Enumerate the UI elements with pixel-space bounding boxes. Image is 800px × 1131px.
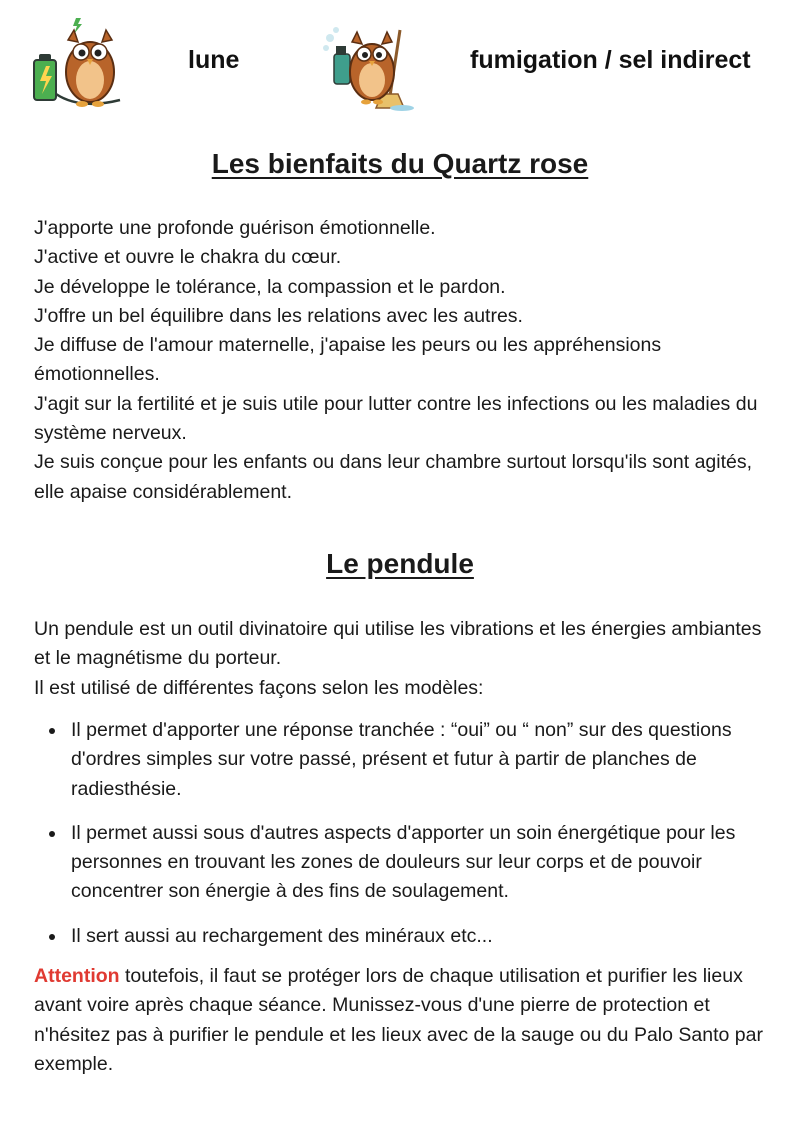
attention-word: Attention (34, 965, 120, 987)
list-item: Il sert aussi au rechargement des minéraux etc... (34, 922, 774, 951)
pendule-intro-line: Un pendule est un outil divinatoire qui utilise les vibrations et les énergies ambiantes et le magnétisme du porteur. (34, 618, 762, 670)
header-left-label: lune (188, 46, 240, 74)
owl-cleaning-spray-icon (322, 22, 418, 112)
header-right-label: fumigation / sel indirect (470, 46, 751, 74)
header (0, 0, 800, 120)
list-item: Il permet aussi sous d'autres aspects d'apporter un soin énergétique pour les personnes en trouvant les zones de douleurs sur leur corps et de pouvoir concentrer son énergie à des fins de soulagement. (34, 819, 774, 907)
quartz-line: Je suis conçue pour les enfants ou dans leur chambre surtout lorsqu'ils sont agités, elle apaise considérablement. (34, 451, 753, 503)
owl-charging-battery-icon (30, 14, 126, 110)
quartz-benefits (34, 214, 774, 507)
quartz-title: Les bienfaits du Quartz rose (211, 148, 589, 179)
pendule-uses-list (34, 716, 774, 966)
quartz-line: J'active et ouvre le chakra du cœur. (34, 246, 342, 269)
quartz-line: Je diffuse de l'amour maternelle, j'apaise les peurs ou les appréhensions émotionnelles. (34, 334, 662, 386)
pendule-title: Le pendule (326, 548, 474, 579)
quartz-line: Je développe le tolérance, la compassion et le pardon. (34, 275, 506, 298)
quartz-line: J'offre un bel équilibre dans les relations avec les autres. (34, 304, 523, 327)
pendule-intro-line: Il est utilisé de différentes façons selon les modèles: (34, 676, 484, 699)
quartz-line: J'apporte une profonde guérison émotionnelle. (34, 217, 436, 239)
list-item: Il permet d'apporter une réponse tranchée : “oui” ou “ non” sur des questions d'ordres simples sur votre passé, présent et futur à partir de planches de radiesthésie. (34, 716, 774, 804)
attention-paragraph (34, 962, 774, 1079)
pendule-intro (34, 615, 774, 703)
quartz-line: J'agit sur la fertilité et je suis utile pour lutter contre les infections ou les maladies du système nerveux. (34, 392, 758, 445)
attention-text: toutefois, il faut se protéger lors de chaque utilisation et purifier les lieux avant voire après chaque séance. Munissez-vous d'une pierre de protection et n'hésitez pas à purifier le pendule et les lieux avec de la sauge ou du Palo Santo par exemple. (34, 965, 763, 1075)
